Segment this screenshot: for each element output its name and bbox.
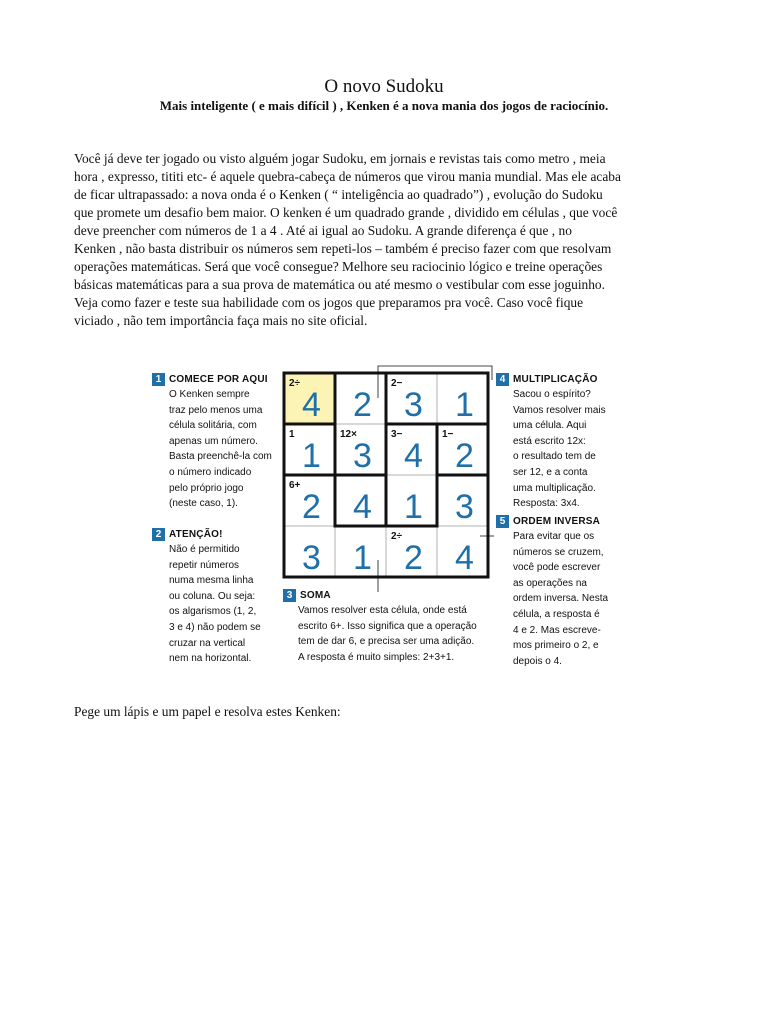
step-text-line: uma multiplicação. (513, 482, 596, 494)
step-text-line: as operações na (513, 577, 587, 589)
cage-clue: 12× (340, 429, 357, 440)
cell-digit: 2 (353, 386, 372, 424)
intro-line: deve preencher com números de 1 a 4 . Até ai igual ao Sudoku. A grande diferença é que , no (74, 223, 572, 238)
step-text-line: está escrito 12x: (513, 435, 586, 447)
intro-line: de ficar ultrapassado: a nova onda é o Kenken ( “ inteligência ao quadrado”) , evolução do Sudoku (74, 187, 603, 202)
step-title: MULTIPLICAÇÃO (513, 374, 598, 385)
step-text-line: você pode escrever (513, 562, 601, 574)
step-title: SOMA (300, 590, 331, 601)
step-text-line: célula solitária, com (169, 420, 257, 432)
step-text-line: (neste caso, 1). (169, 498, 238, 510)
step-text-line: ser 12, e a conta (513, 466, 588, 478)
step-text-line: numa mesma linha (169, 575, 254, 587)
intro-line: hora , expresso, tititi etc- é aquele quebra-cabeça de números que virou mania mundial. Mas ele acaba (74, 169, 621, 184)
step-number-badge: 1 (152, 373, 165, 386)
step-text-line: Não é permitido (169, 544, 240, 555)
step-text-line: Resposta: 3x4. (513, 498, 580, 510)
intro-line: viciado , não tem importância faça mais no site oficial. (74, 313, 368, 328)
step-1-callout (152, 373, 272, 512)
step-text-line: 4 e 2. Mas escreve- (513, 624, 601, 636)
step-number-badge: 3 (283, 589, 296, 602)
step-text-line: O Kenken sempre (169, 389, 250, 400)
step-text-line: mos primeiro o 2, e (513, 640, 599, 652)
step-4-callout (496, 373, 606, 512)
step-text-line: pelo próprio jogo (169, 482, 244, 494)
cage-clue: 1− (442, 429, 454, 440)
step-text-line: tem de dar 6, e precisa ser uma adição. (298, 636, 475, 648)
cage-clue: 1 (289, 429, 295, 440)
step-text-line: Para evitar que os (513, 531, 595, 542)
step-text-line: 3 e 4) não podem se (169, 621, 261, 633)
step-text-line: ou coluna. Ou seja: (169, 590, 256, 602)
intro-line: Veja como fazer e teste sua habilidade com os jogos que preparamos pra você. Caso você fique (74, 295, 584, 310)
cell-digit: 3 (302, 539, 321, 577)
cell-digit: 4 (302, 386, 321, 424)
step-number-badge: 4 (496, 373, 509, 386)
intro-line: que promete um desafio bem maior. O kenken é um quadrado grande , dividido em células , que você (74, 205, 618, 220)
step-3-callout (283, 589, 477, 665)
cell-digit: 3 (353, 437, 372, 475)
page-subtitle: Mais inteligente ( e mais difícil ) , Kenken é a nova mania dos jogos de raciocínio. (159, 98, 609, 113)
step-text-line: repetir números (169, 559, 240, 571)
cell-digit: 2 (455, 437, 474, 475)
cell-digit: 1 (302, 437, 321, 475)
cage-clue: 6+ (289, 480, 301, 491)
step-5-callout (496, 515, 608, 669)
step-title: COMECE POR AQUI (169, 374, 268, 385)
step-text-line: escrito 6+. Isso significa que a operação (298, 620, 477, 632)
cage-clue: 2− (391, 378, 403, 389)
cell-digit: 1 (404, 488, 423, 526)
step-text-line: depois o 4. (513, 655, 562, 667)
cell-digit: 3 (455, 488, 474, 526)
step-text-line: apenas um número. (169, 435, 258, 447)
step-text-line: Sacou o espírito? (513, 389, 591, 400)
page-title: O novo Sudoku (324, 76, 444, 97)
cell-digit: 2 (404, 539, 423, 577)
step-text-line: Basta preenchê-la com (169, 451, 272, 463)
step-text-line: traz pelo menos uma (169, 404, 263, 416)
step-text-line: nem na horizontal. (169, 653, 252, 665)
step-text-line: Vamos resolver esta célula, onde está (298, 605, 467, 616)
step-text-line: A resposta é muito simples: 2+3+1. (298, 651, 455, 663)
cage-clue: 3− (391, 429, 403, 440)
cell-digit: 3 (404, 386, 423, 424)
intro-line: Kenken , não basta distribuir os números sem repeti-los – também é preciso fazer com que resolvam (74, 241, 612, 256)
cage-clue: 2÷ (391, 531, 403, 542)
step-text-line: cruzar na vertical (169, 637, 246, 649)
cell-digit: 4 (455, 539, 474, 577)
cell-digit: 4 (404, 437, 423, 475)
intro-line: básicas matemáticas para a sua prova de matemática ou até mesmo o vestibular com esse joguinho. (74, 277, 605, 292)
step-number-badge: 5 (496, 515, 509, 528)
step-text-line: uma célula. Aqui (513, 420, 587, 432)
step-text-line: ordem inversa. Nesta (513, 593, 609, 605)
step-title: ORDEM INVERSA (513, 516, 601, 527)
intro-line: operações matemáticas. Será que você consegue? Melhore seu raciocinio lógico e treine operações (74, 259, 603, 274)
step-text-line: Vamos resolver mais (513, 404, 606, 416)
step-text-line: os algarismos (1, 2, (169, 606, 257, 618)
step-text-line: o número indicado (169, 466, 252, 478)
step-title: ATENÇÃO! (169, 529, 223, 540)
cell-digit: 2 (302, 488, 321, 526)
closing-instruction: Pege um lápis e um papel e resolva estes Kenken: (74, 704, 341, 719)
step-2-callout (152, 528, 261, 667)
intro-line: Você já deve ter jogado ou visto alguém jogar Sudoku, em jornais e revistas tais como metro , meia (74, 151, 606, 166)
step-text-line: números se cruzem, (513, 546, 604, 558)
cage-clue: 2÷ (289, 378, 301, 389)
cell-digit: 1 (455, 386, 474, 424)
cell-digit: 4 (353, 488, 372, 526)
cell-digit: 1 (353, 539, 372, 577)
step-text-line: célula, a resposta é (513, 608, 600, 620)
step-number-badge: 2 (152, 528, 165, 541)
step-text-line: o resultado tem de (513, 451, 596, 463)
